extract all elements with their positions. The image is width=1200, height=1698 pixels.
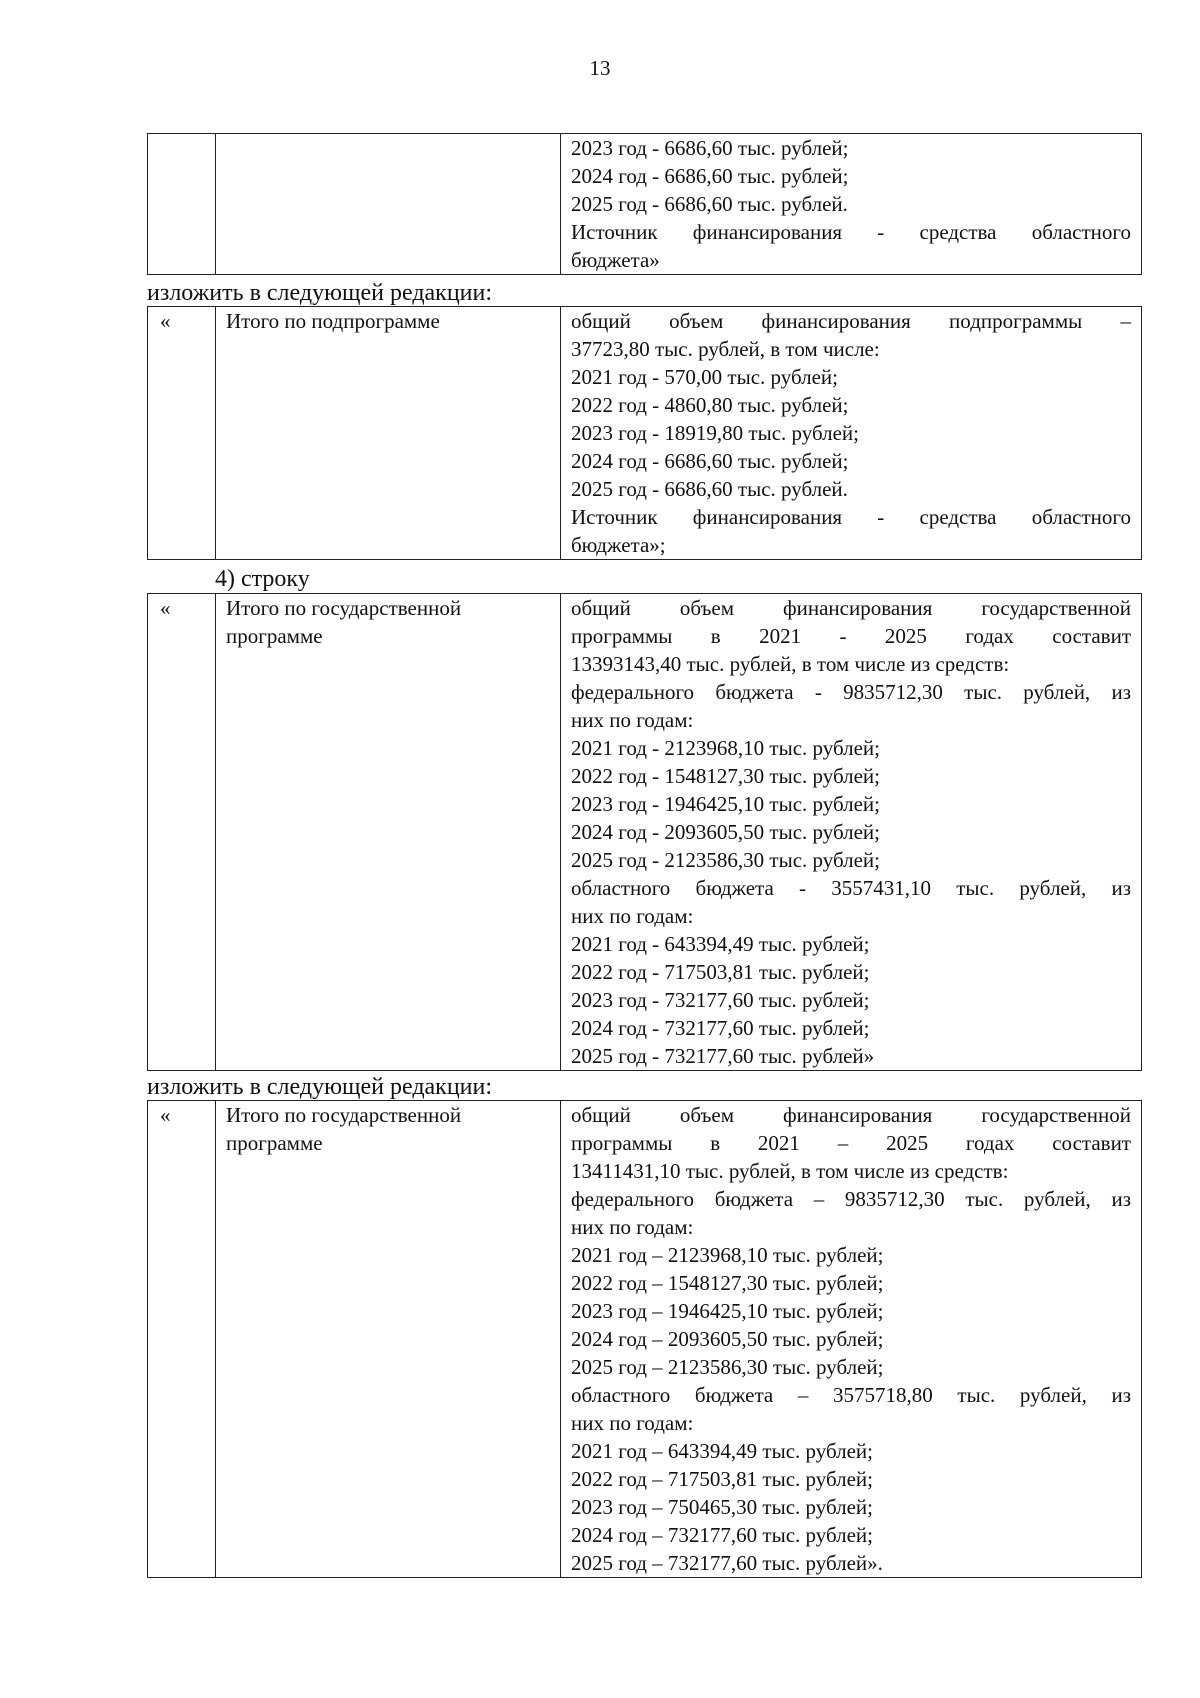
table-cell-marker: « (148, 1101, 216, 1578)
year-line: 2022 год - 4860,80 тыс. рублей; (571, 393, 849, 417)
table-cell-content (561, 1101, 1142, 1578)
year-line: 2025 год – 2123586,30 тыс. рублей; (571, 1355, 884, 1379)
year-line: 2023 год - 732177,60 тыс. рублей; (571, 988, 870, 1012)
table-row (148, 1101, 1142, 1578)
year-line: 2025 год - 2123586,30 тыс. рублей; (571, 848, 881, 872)
source-line: бюджета»; (571, 533, 666, 557)
year-line: 2021 год – 643394,49 тыс. рублей; (571, 1439, 874, 1463)
table-cell-label: Итого по подпрограмме (216, 307, 561, 560)
table-cell-label (216, 1101, 561, 1578)
year-line: 2021 год - 643394,49 тыс. рублей; (571, 932, 870, 956)
regional-line: них по годам: (571, 1411, 694, 1435)
head-line: общий объем финансирования подпрограммы – (571, 309, 1131, 333)
caption-new-edition: изложить в следующей редакции: (147, 280, 493, 306)
year-line: 2023 год – 1946425,10 тыс. рублей; (571, 1299, 884, 1323)
table-cell-content (561, 594, 1142, 1071)
year-line: 2022 год - 717503,81 тыс. рублей; (571, 960, 870, 984)
year-line: 2021 год – 2123968,10 тыс. рублей; (571, 1243, 884, 1267)
year-line: 2023 год - 1946425,10 тыс. рублей; (571, 792, 881, 816)
regional-line: них по годам: (571, 904, 694, 928)
regional-line: областного бюджета – 3575718,80 тыс. рублей, из (571, 1383, 1131, 1407)
year-line: 2025 год - 6686,60 тыс. рублей. (571, 192, 848, 216)
year-line: 2021 год - 570,00 тыс. рублей; (571, 365, 839, 389)
federal-line: федерального бюджета - 9835712,30 тыс. рублей, из (571, 680, 1131, 704)
table-cell-content (561, 307, 1142, 560)
year-line: 2023 год - 6686,60 тыс. рублей; (571, 136, 849, 160)
label-line: программе (226, 1131, 323, 1155)
source-line: Источник финансирования - средства областного (571, 220, 1131, 244)
head-line: 13411431,10 тыс. рублей, в том числе из средств: (571, 1159, 1009, 1183)
federal-line: них по годам: (571, 1215, 694, 1239)
head-line: программы в 2021 – 2025 годах составит (571, 1131, 1131, 1155)
table-new-program-total (147, 1100, 1142, 1578)
table-old-program-total (147, 593, 1142, 1071)
table-cell-marker: « (148, 307, 216, 560)
head-line: 37723,80 тыс. рублей, в том числе: (571, 337, 880, 361)
year-line: 2024 год - 2093605,50 тыс. рублей; (571, 820, 881, 844)
head-line: программы в 2021 - 2025 годах составит (571, 624, 1131, 648)
source-line: Источник финансирования - средства областного (571, 505, 1131, 529)
year-line: 2021 год - 2123968,10 тыс. рублей; (571, 736, 881, 760)
federal-line: федерального бюджета – 9835712,30 тыс. рублей, из (571, 1187, 1131, 1211)
table-cell-label (216, 594, 561, 1071)
table-cell-marker: « (148, 594, 216, 1071)
regional-line: областного бюджета - 3557431,10 тыс. рублей, из (571, 876, 1131, 900)
table-row (148, 134, 1142, 275)
year-line: 2024 год – 732177,60 тыс. рублей; (571, 1523, 874, 1547)
year-line: 2023 год - 18919,80 тыс. рублей; (571, 421, 860, 445)
year-line: 2023 год – 750465,30 тыс. рублей; (571, 1495, 874, 1519)
year-line: 2025 год - 6686,60 тыс. рублей. (571, 477, 848, 501)
table-cell-content (561, 134, 1142, 275)
year-line: 2022 год - 1548127,30 тыс. рублей; (571, 764, 881, 788)
table-new-subprogram-total (147, 306, 1142, 560)
caption-new-edition: изложить в следующей редакции: (147, 1074, 493, 1100)
year-line: 2022 год – 717503,81 тыс. рублей; (571, 1467, 874, 1491)
table-cell-label (216, 134, 561, 275)
table-row (148, 307, 1142, 560)
head-line: 13393143,40 тыс. рублей, в том числе из средств: (571, 652, 1010, 676)
head-line: общий объем финансирования государственной (571, 1103, 1131, 1127)
head-line: общий объем финансирования государственной (571, 596, 1131, 620)
year-line: 2024 год - 6686,60 тыс. рублей; (571, 164, 849, 188)
year-line: 2025 год – 732177,60 тыс. рублей». (571, 1551, 883, 1575)
table-cell-marker (148, 134, 216, 275)
caption-item-4: 4) строку (215, 566, 310, 592)
label-line: программе (226, 624, 323, 648)
table-row (148, 594, 1142, 1071)
year-line: 2024 год – 2093605,50 тыс. рублей; (571, 1327, 884, 1351)
year-line: 2024 год - 732177,60 тыс. рублей; (571, 1016, 870, 1040)
label-line: Итого по государственной (226, 1103, 462, 1127)
federal-line: них по годам: (571, 708, 694, 732)
year-line: 2022 год – 1548127,30 тыс. рублей; (571, 1271, 884, 1295)
year-line: 2024 год - 6686,60 тыс. рублей; (571, 449, 849, 473)
table-old-subprogram-tail (147, 133, 1142, 275)
source-line: бюджета» (571, 248, 660, 272)
year-line: 2025 год - 732177,60 тыс. рублей» (571, 1044, 875, 1068)
label-line: Итого по государственной (226, 596, 462, 620)
page-number: 13 (589, 56, 611, 80)
